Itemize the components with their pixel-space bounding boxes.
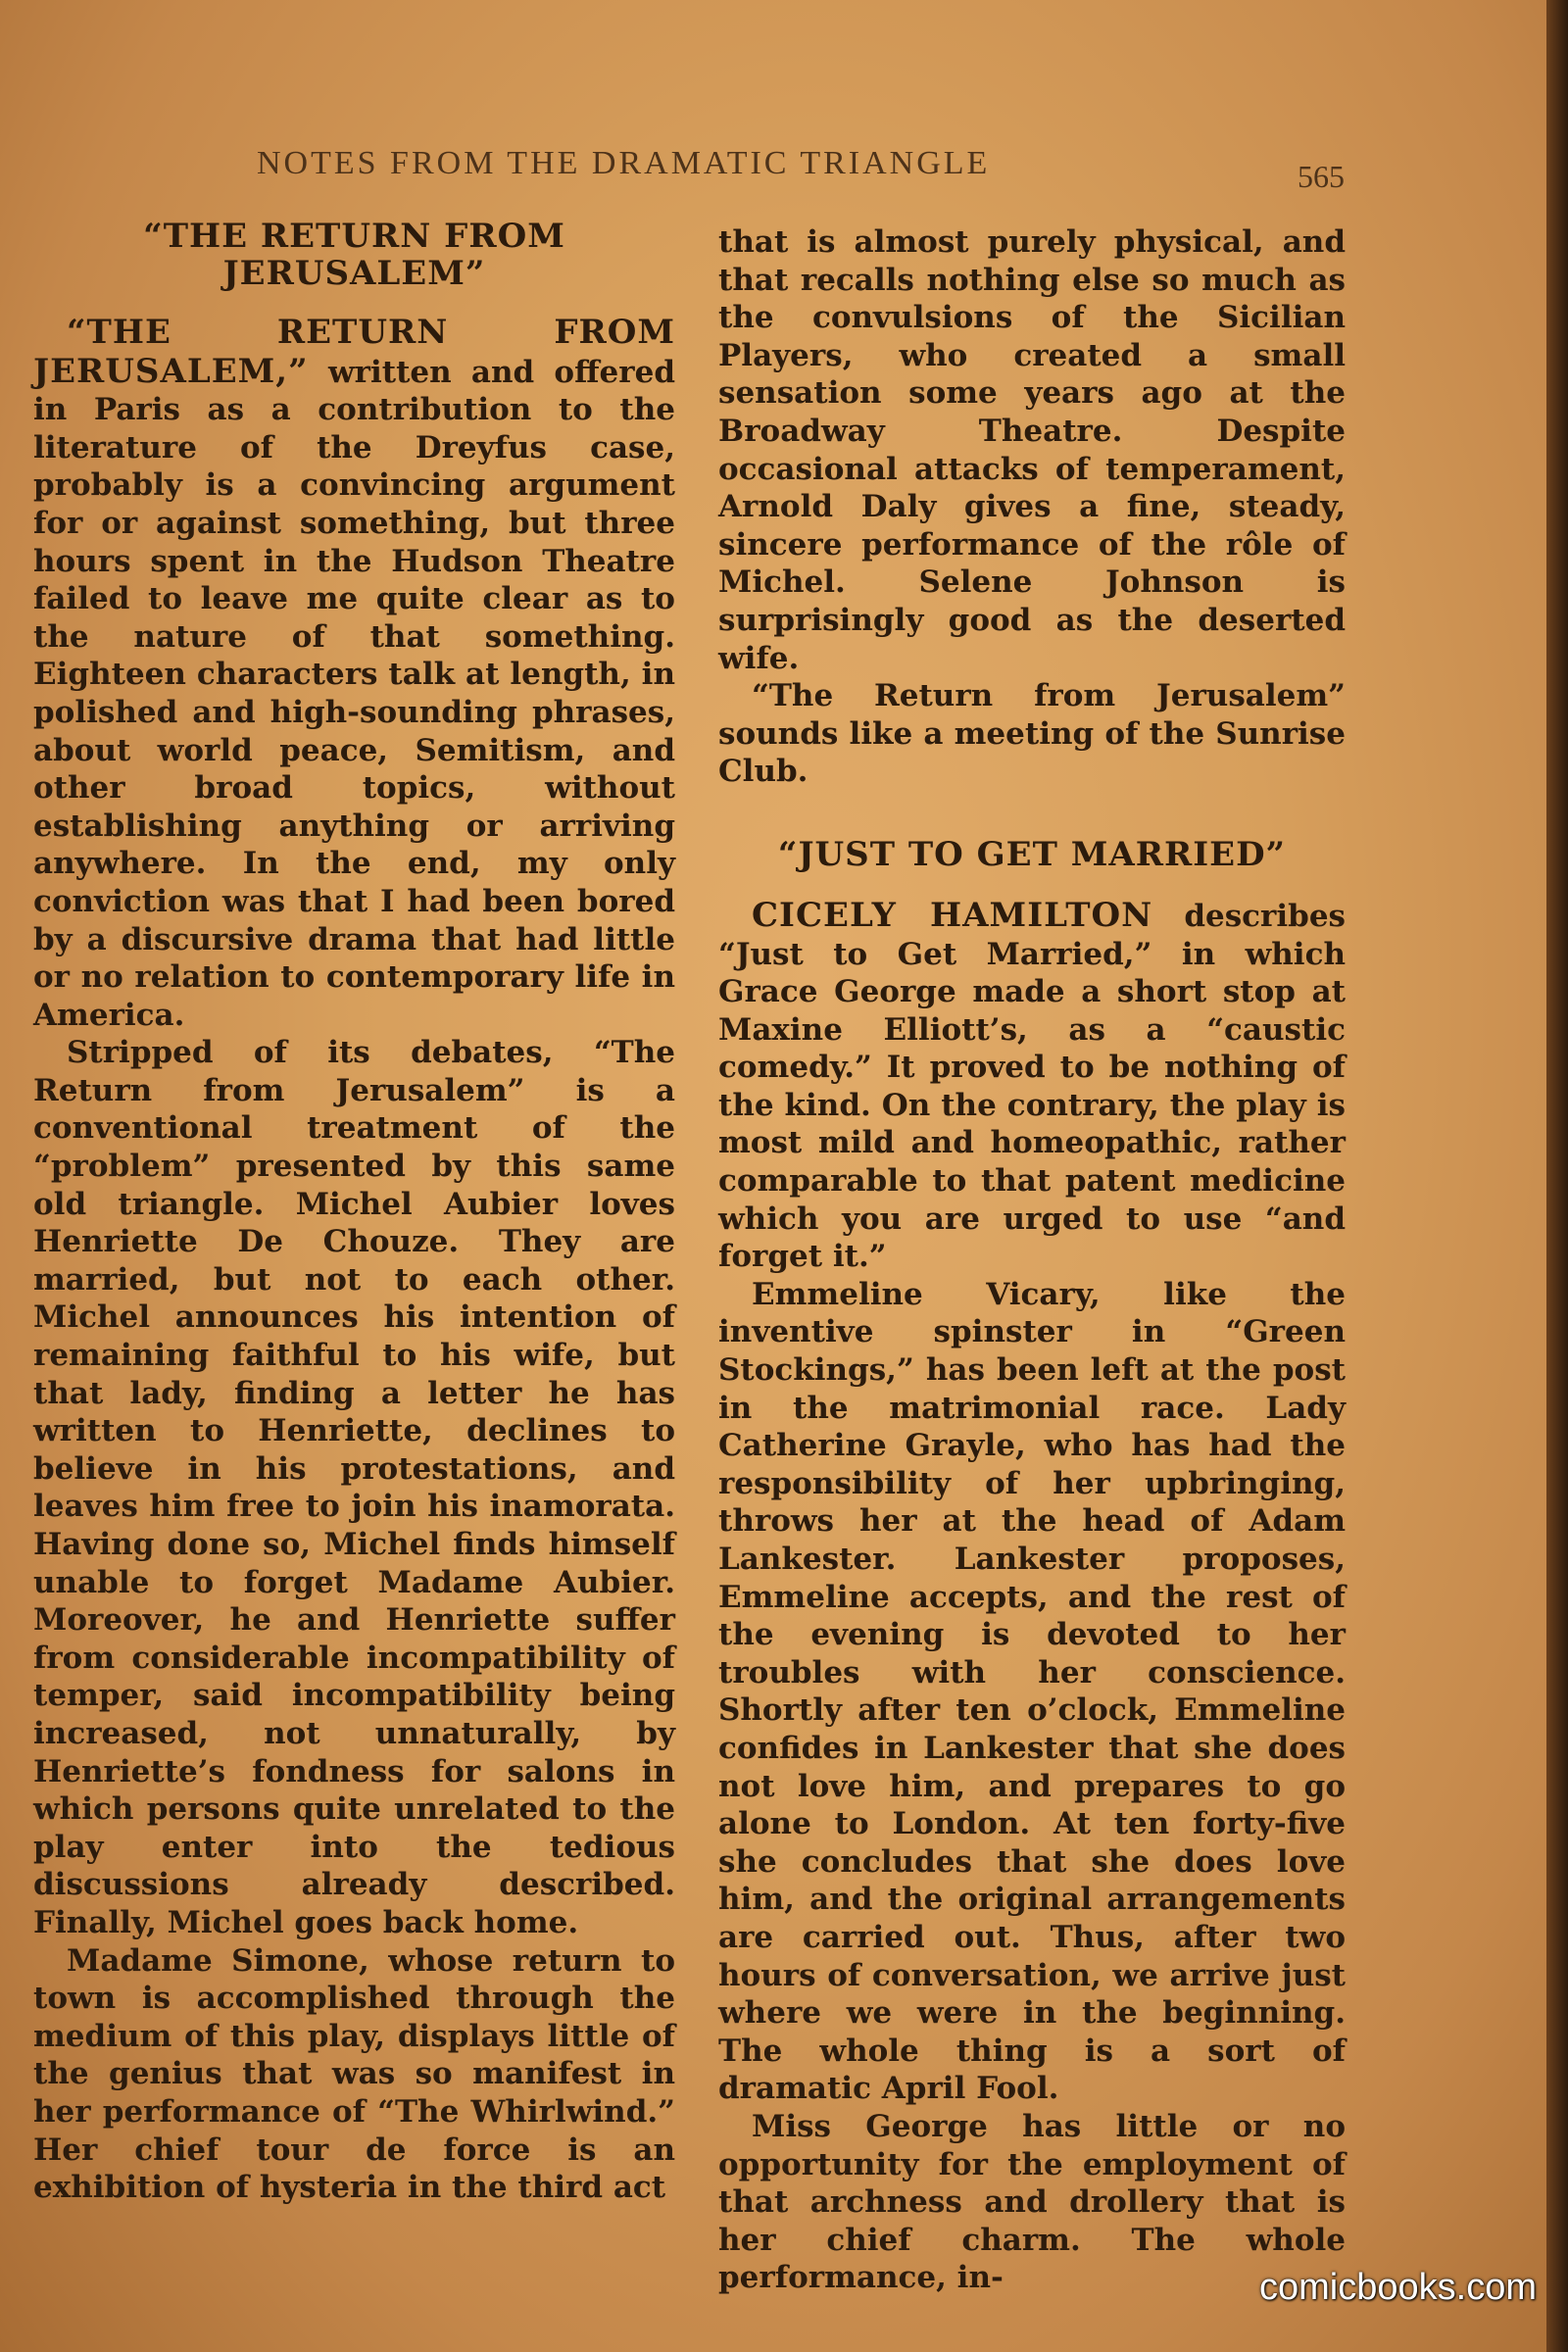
paragraph: [33, 314, 675, 1034]
page-number: 565: [1298, 159, 1345, 194]
watermark: comicbooks.com: [1259, 2267, 1537, 2308]
section-heading-just-to-get-married: “JUST TO GET MARRIED”: [777, 834, 1287, 874]
paragraph-text: written and offered in Paris as a contribution to the literature of the Dreyfus case, probably is a convincing argument for or against something, but three hours spent in the Hudson Theatre failed to leave me quite clear as to the nature of that something. Eighteen characters talk at length, in polished and high-sounding phrases, about world peace, Semitism, and other broad topics, without establishing anything or arriving anywhere. In the end, my only conviction was that I had been bored by a discursive drama that had little or no relation to contemporary life in America.: [33, 354, 675, 1033]
running-head: NOTES FROM THE DRAMATIC TRIANGLE: [257, 145, 991, 181]
paragraph: Emmeline Vicary, like the inventive spinster in “Green Stockings,” has been left at the post in the matrimonial race. Lady Catherine Grayle, who has had the responsibility of her upbringing, throws her at the head of Adam Lankester. Lankester proposes, Emmeline accepts, and the rest of the evening is devoted to her troubles with her conscience. Shortly after ten o’clock, Emmeline confides in Lankester that she does not love him, and prepares to go alone to London. At ten forty-five she concludes that she does love him, and the original arrangements are carried out. Thus, after two hours of conversation, we arrive just where we were in the beginning. The whole thing is a sort of dramatic April Fool.: [718, 1276, 1346, 2107]
left-column: [33, 218, 675, 2207]
paragraph: Stripped of its debates, “The Return from Jerusalem” is a conventional treatment of the “problem” presented by this same old triangle. Michel Aubier loves Henriette De Chouze. They are married, but not to each other. Michel announces his intention of remaining faithful to his wife, but that lady, finding a letter he has written to Henriette, declines to believe in his protestations, and leaves him free to join his inamorata. Having done so, Michel finds himself unable to forget Madame Aubier. Moreover, he and Henriette suffer from considerable incompatibility of temper, said incompatibility being increased, not unnaturally, by Henriette’s fondness for salons in which persons quite unrelated to the play enter into the tedious discussions already described. Finally, Michel goes back home.: [33, 1035, 675, 1940]
paragraph: that is almost purely physical, and that recalls nothing else so much as the convulsions of the Sicilian Players, who created a small sensation some years ago at the Broadway Theatre. Despite occasional attacks of temperament, Arnold Daly gives a fine, steady, sincere performance of the rôle of Michel. Selene Johnson is surprisingly good as the deserted wife.: [718, 224, 1346, 676]
paragraph: Madame Simone, whose return to town is accomplished through the medium of this play, displays little of the genius that was so manifest in her performance of “The Whirlwind.” Her chief tour de force is an exhibition of hysteria in the third act: [33, 1942, 675, 2206]
lead-in: “THE RETURN FROM JERUSALEM,”: [33, 313, 675, 391]
right-column: [718, 223, 1346, 2297]
section-heading-return-from-jerusalem: “THE RETURN FROM JERUSALEM”: [143, 217, 565, 293]
paragraph-text: describes “Just to Get Married,” in which Grace George made a short stop at Maxine Elliott’s, as a “caustic comedy.” It proved to be nothing of the kind. On the contrary, the play is most mild and homeopathic, rather comparable to that patent medicine which you are urged to use “and forget it.”: [718, 898, 1346, 1275]
page-header: [257, 145, 1345, 194]
paragraph: “The Return from Jerusalem” sounds like a meeting of the Sunrise Club.: [718, 678, 1346, 790]
book-spine-edge: [1546, 0, 1568, 2352]
paragraph: Miss George has little or no opportunity for the employment of that archness and drollery that is her chief charm. The whole performance, in-: [718, 2108, 1346, 2296]
paragraph: [718, 897, 1346, 1276]
lead-in: CICELY HAMILTON: [752, 895, 1153, 935]
